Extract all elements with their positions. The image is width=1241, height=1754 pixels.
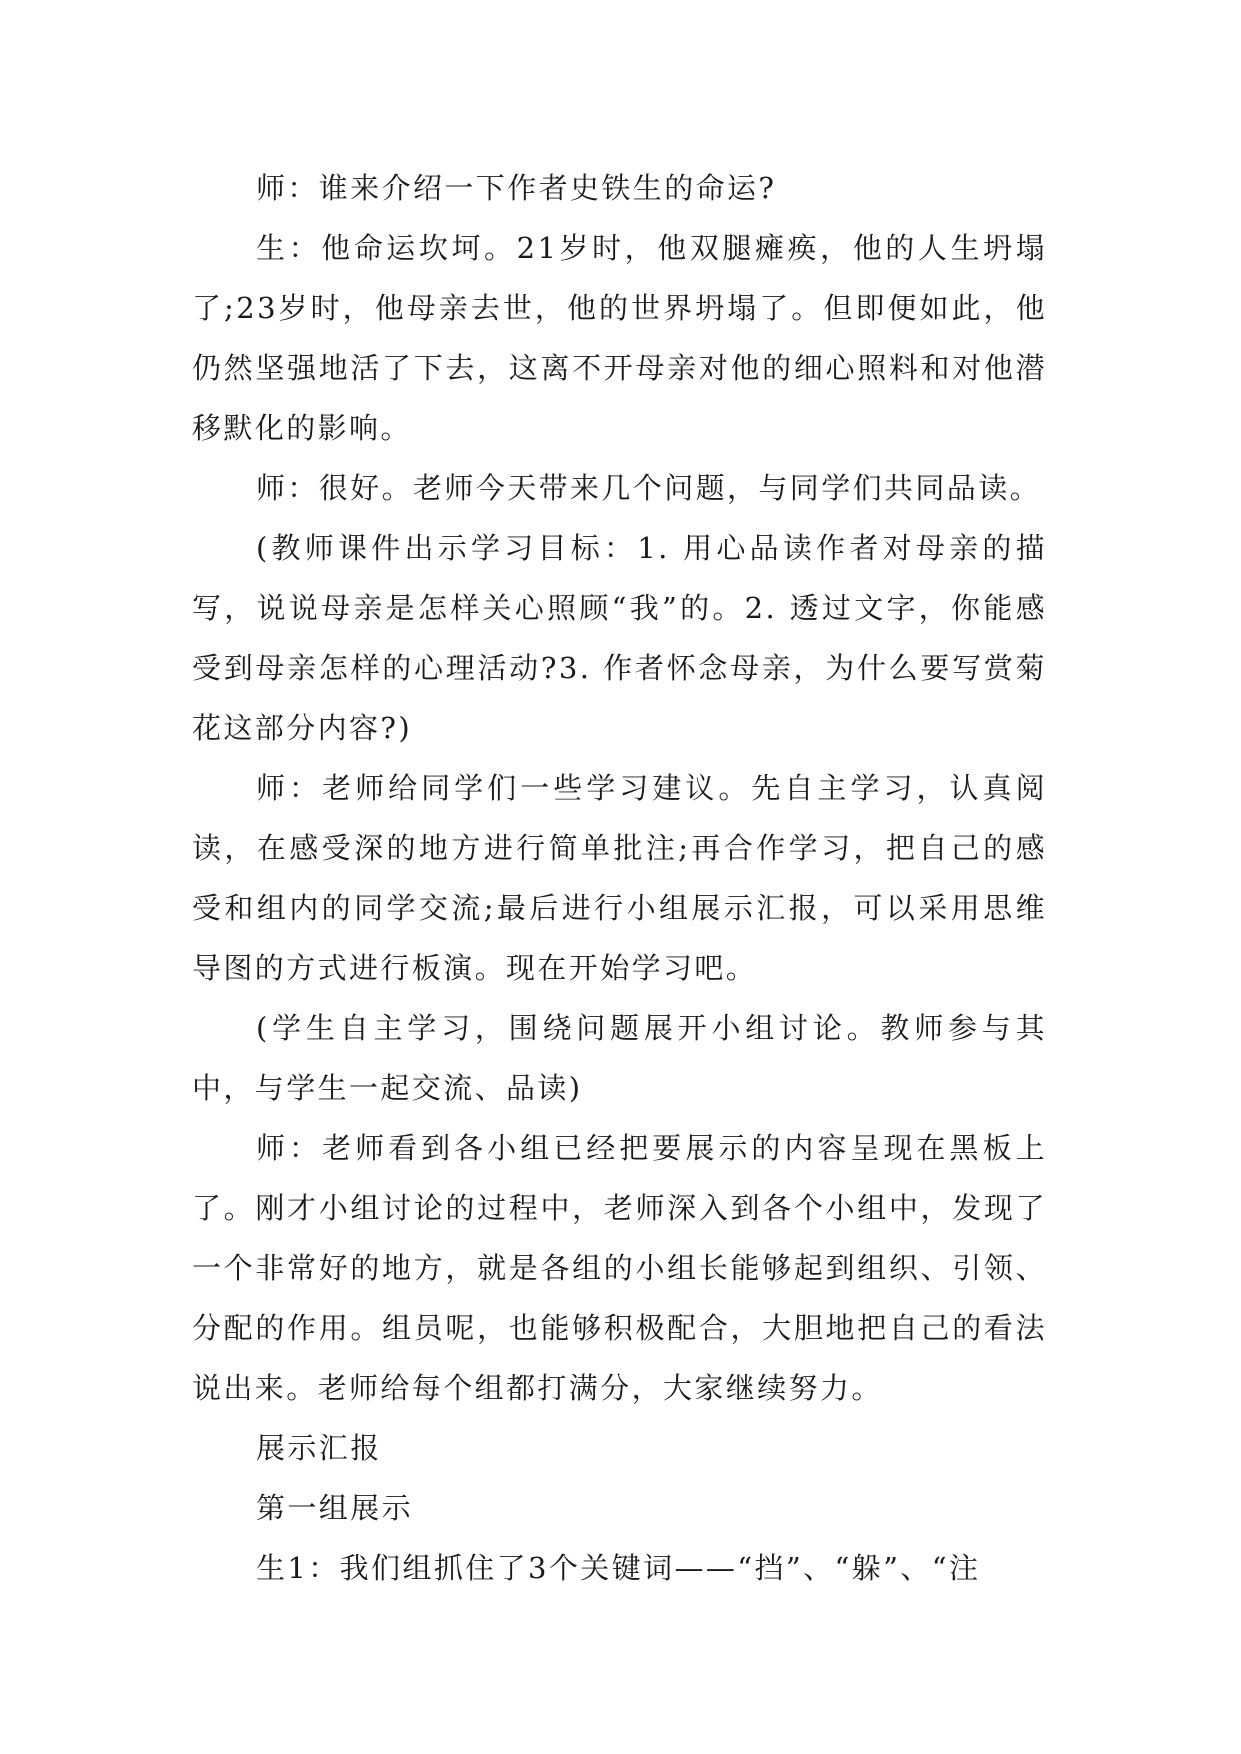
paragraph-student-answer-fate: 生：他命运坎坷。21岁时，他双腿瘫痪，他的人生坍塌了;23岁时，他母亲去世，他的世界坍塌了。但即便如此，他仍然坚强地活了下去，这离不开母亲对他的细心照料和对他潜移默化的影响。	[192, 231, 1047, 445]
paragraph-student-one-keywords: 生1：我们组抓住了3个关键词——“挡”、“躲”、“注	[256, 1551, 981, 1585]
document-page	[192, 158, 1047, 1598]
section-heading-group-one: 第一组展示	[256, 1491, 414, 1525]
paragraph-teacher-praise: 师：老师看到各小组已经把要展示的内容呈现在黑板上了。刚才小组讨论的过程中，老师深入到各个小组中，发现了一个非常好的地方，就是各组的小组长能够起到组织、引领、分配的作用。组员呢，也能够积极配合，大胆地把自己的看法说出来。老师给每个组都打满分，大家继续努力。	[192, 1131, 1047, 1405]
section-heading-presentation: 展示汇报	[256, 1431, 382, 1465]
paragraph-teacher-question-author: 师：谁来介绍一下作者史铁生的命运?	[256, 171, 777, 205]
paragraph-learning-goals: (教师课件出示学习目标：1. 用心品读作者对母亲的描写，说说母亲是怎样关心照顾“我”的。2. 透过文字，你能感受到母亲怎样的心理活动?3. 作者怀念母亲，为什么要写赏菊花这部分内容?)	[192, 531, 1047, 745]
paragraph-group-discussion: (学生自主学习，围绕问题展开小组讨论。教师参与其中，与学生一起交流、品读)	[192, 1011, 1047, 1105]
paragraph-teacher-questions-intro: 师：很好。老师今天带来几个问题，与同学们共同品读。	[256, 471, 1042, 505]
paragraph-learning-suggestions: 师：老师给同学们一些学习建议。先自主学习，认真阅读，在感受深的地方进行简单批注;再合作学习，把自己的感受和组内的同学交流;最后进行小组展示汇报，可以采用思维导图的方式进行板演。现在开始学习吧。	[192, 771, 1047, 985]
